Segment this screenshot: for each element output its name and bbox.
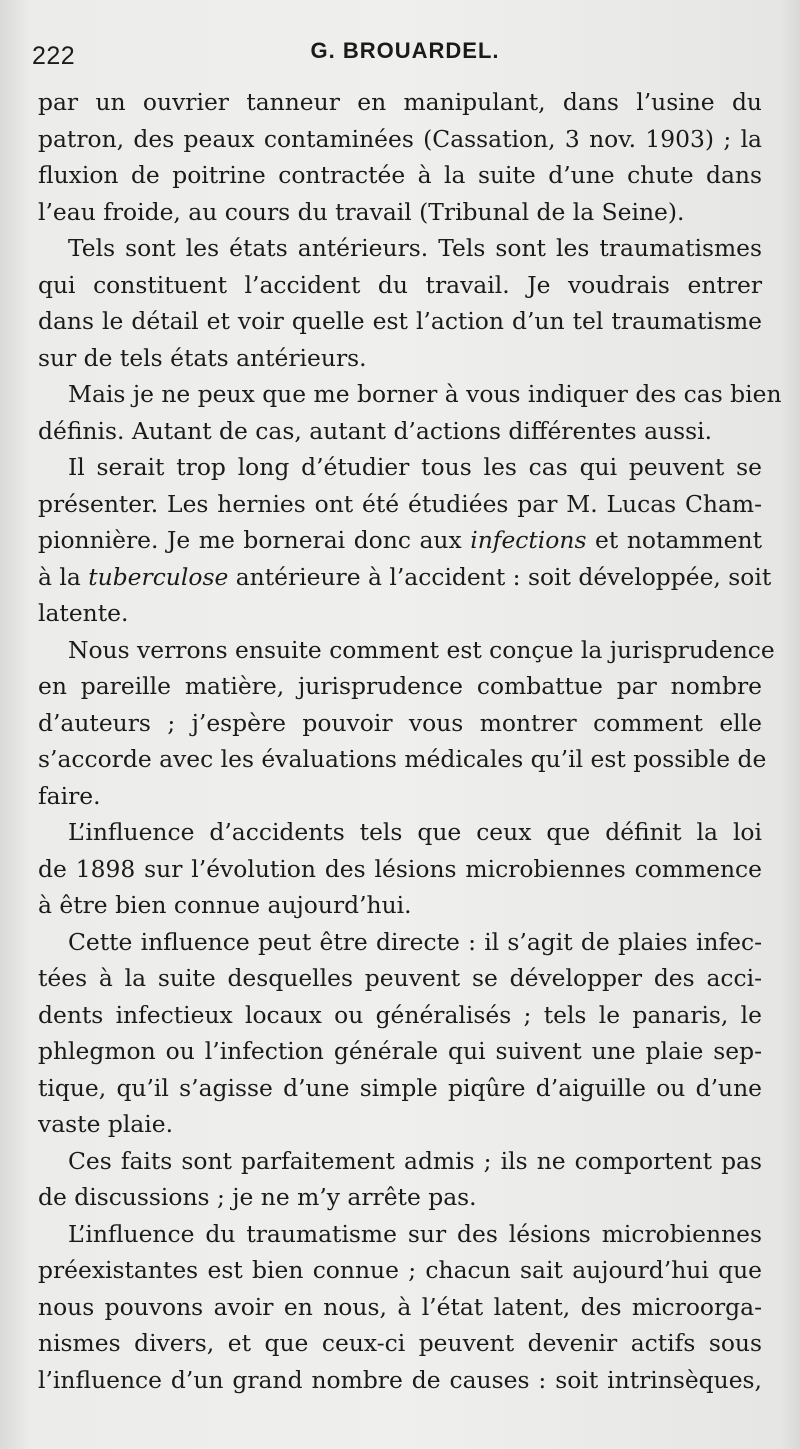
paragraph: [38, 814, 762, 924]
text-line: de 1898 sur l’évolution des lésions microbiennes commence: [38, 854, 762, 883]
paragraph: [38, 449, 772, 632]
text-line: latente.: [38, 599, 129, 627]
text-line: à la tuberculose antérieure à l’accident : soit développée, soit: [38, 562, 772, 591]
text-line: à être bien connue aujourd’hui.: [38, 891, 412, 919]
text-line: dents infectieux locaux ou généralisés ; tels le panaris, le: [38, 1000, 762, 1029]
text-line: qui constituent l’accident du travail. Je voudrais entrer: [38, 270, 762, 299]
text-line: sur de tels états antérieurs.: [38, 343, 367, 372]
paragraph: [38, 84, 762, 230]
text-line: tées à la suite desquelles peuvent se développer des acci-: [38, 964, 762, 992]
paragraph: [38, 1143, 762, 1216]
text-line: dans le détail et voir quelle est l’action d’un tel traumatisme: [38, 307, 762, 335]
text-line: en pareille matière, jurisprudence combattue par nombre: [38, 672, 762, 700]
text-line: nous pouvons avoir en nous, à l’état latent, des microorga-: [38, 1292, 762, 1321]
text-line: présenter. Les hernies ont été étudiées par M. Lucas Cham-: [38, 489, 762, 518]
text-line: Il serait trop long d’étudier tous les cas qui peuvent se: [68, 453, 762, 481]
text-line: patron, des peaux contaminées (Cassation, 3 nov. 1903) ; la: [38, 124, 762, 153]
text-line: définis. Autant de cas, autant d’actions différentes aussi.: [38, 416, 712, 445]
text-line: faire.: [38, 781, 101, 810]
text-line: s’accorde avec les évaluations médicales qu’il est possible de: [38, 745, 767, 773]
text-line: pionnière. Je me bornerai donc aux infections et notamment: [38, 526, 762, 554]
text-line: l’influence d’un grand nombre de causes : soit intrinsèques,: [38, 1365, 762, 1394]
text-line: préexistantes est bien connue ; chacun sait aujourd’hui que: [38, 1256, 762, 1284]
paragraph: [38, 924, 762, 1143]
text-line: de discussions ; je ne m’y arrête pas.: [38, 1183, 477, 1211]
text-line: phlegmon ou l’infection générale qui suivent une plaie sep-: [38, 1037, 762, 1065]
text-line: fluxion de poitrine contractée à la suite d’une chute dans: [38, 161, 762, 189]
text-line: tique, qu’il s’agisse d’une simple piqûre d’aiguille ou d’une: [38, 1073, 762, 1102]
text-line: Mais je ne peux que me borner à vous indiquer des cas bien: [68, 380, 782, 408]
paragraph: [38, 632, 775, 815]
text-line: Nous verrons ensuite comment est conçue la jurisprudence: [68, 635, 775, 664]
paragraph: [38, 230, 762, 376]
text-line: par un ouvrier tanneur en manipulant, dans l’usine du: [38, 88, 762, 116]
running-head: G. BROUARDEL.: [310, 38, 500, 63]
page-number: 222: [32, 42, 76, 70]
italic-term: infections: [470, 526, 587, 554]
paragraph: [38, 376, 782, 449]
paragraph: [38, 1216, 762, 1399]
italic-term: tuberculose: [88, 562, 229, 591]
text-line: vaste plaie.: [38, 1110, 173, 1138]
text-line: Ces faits sont parfaitement admis ; ils ne comportent pas: [68, 1146, 762, 1175]
page-header: [30, 38, 770, 78]
text-line: L’influence du traumatisme sur des lésions microbiennes: [68, 1219, 762, 1248]
body-text: [38, 84, 782, 1398]
text-line: L’influence d’accidents tels que ceux que définit la loi: [68, 818, 762, 846]
text-line: l’eau froide, au cours du travail (Tribunal de la Seine).: [38, 197, 685, 226]
text-line: nismes divers, et que ceux-ci peuvent devenir actifs sous: [38, 1329, 762, 1357]
text-line: Cette influence peut être directe : il s’agit de plaies infec-: [68, 927, 762, 956]
text-line: d’auteurs ; j’espère pouvoir vous montrer comment elle: [38, 708, 762, 737]
text-line: Tels sont les états antérieurs. Tels sont les traumatismes: [68, 234, 762, 262]
